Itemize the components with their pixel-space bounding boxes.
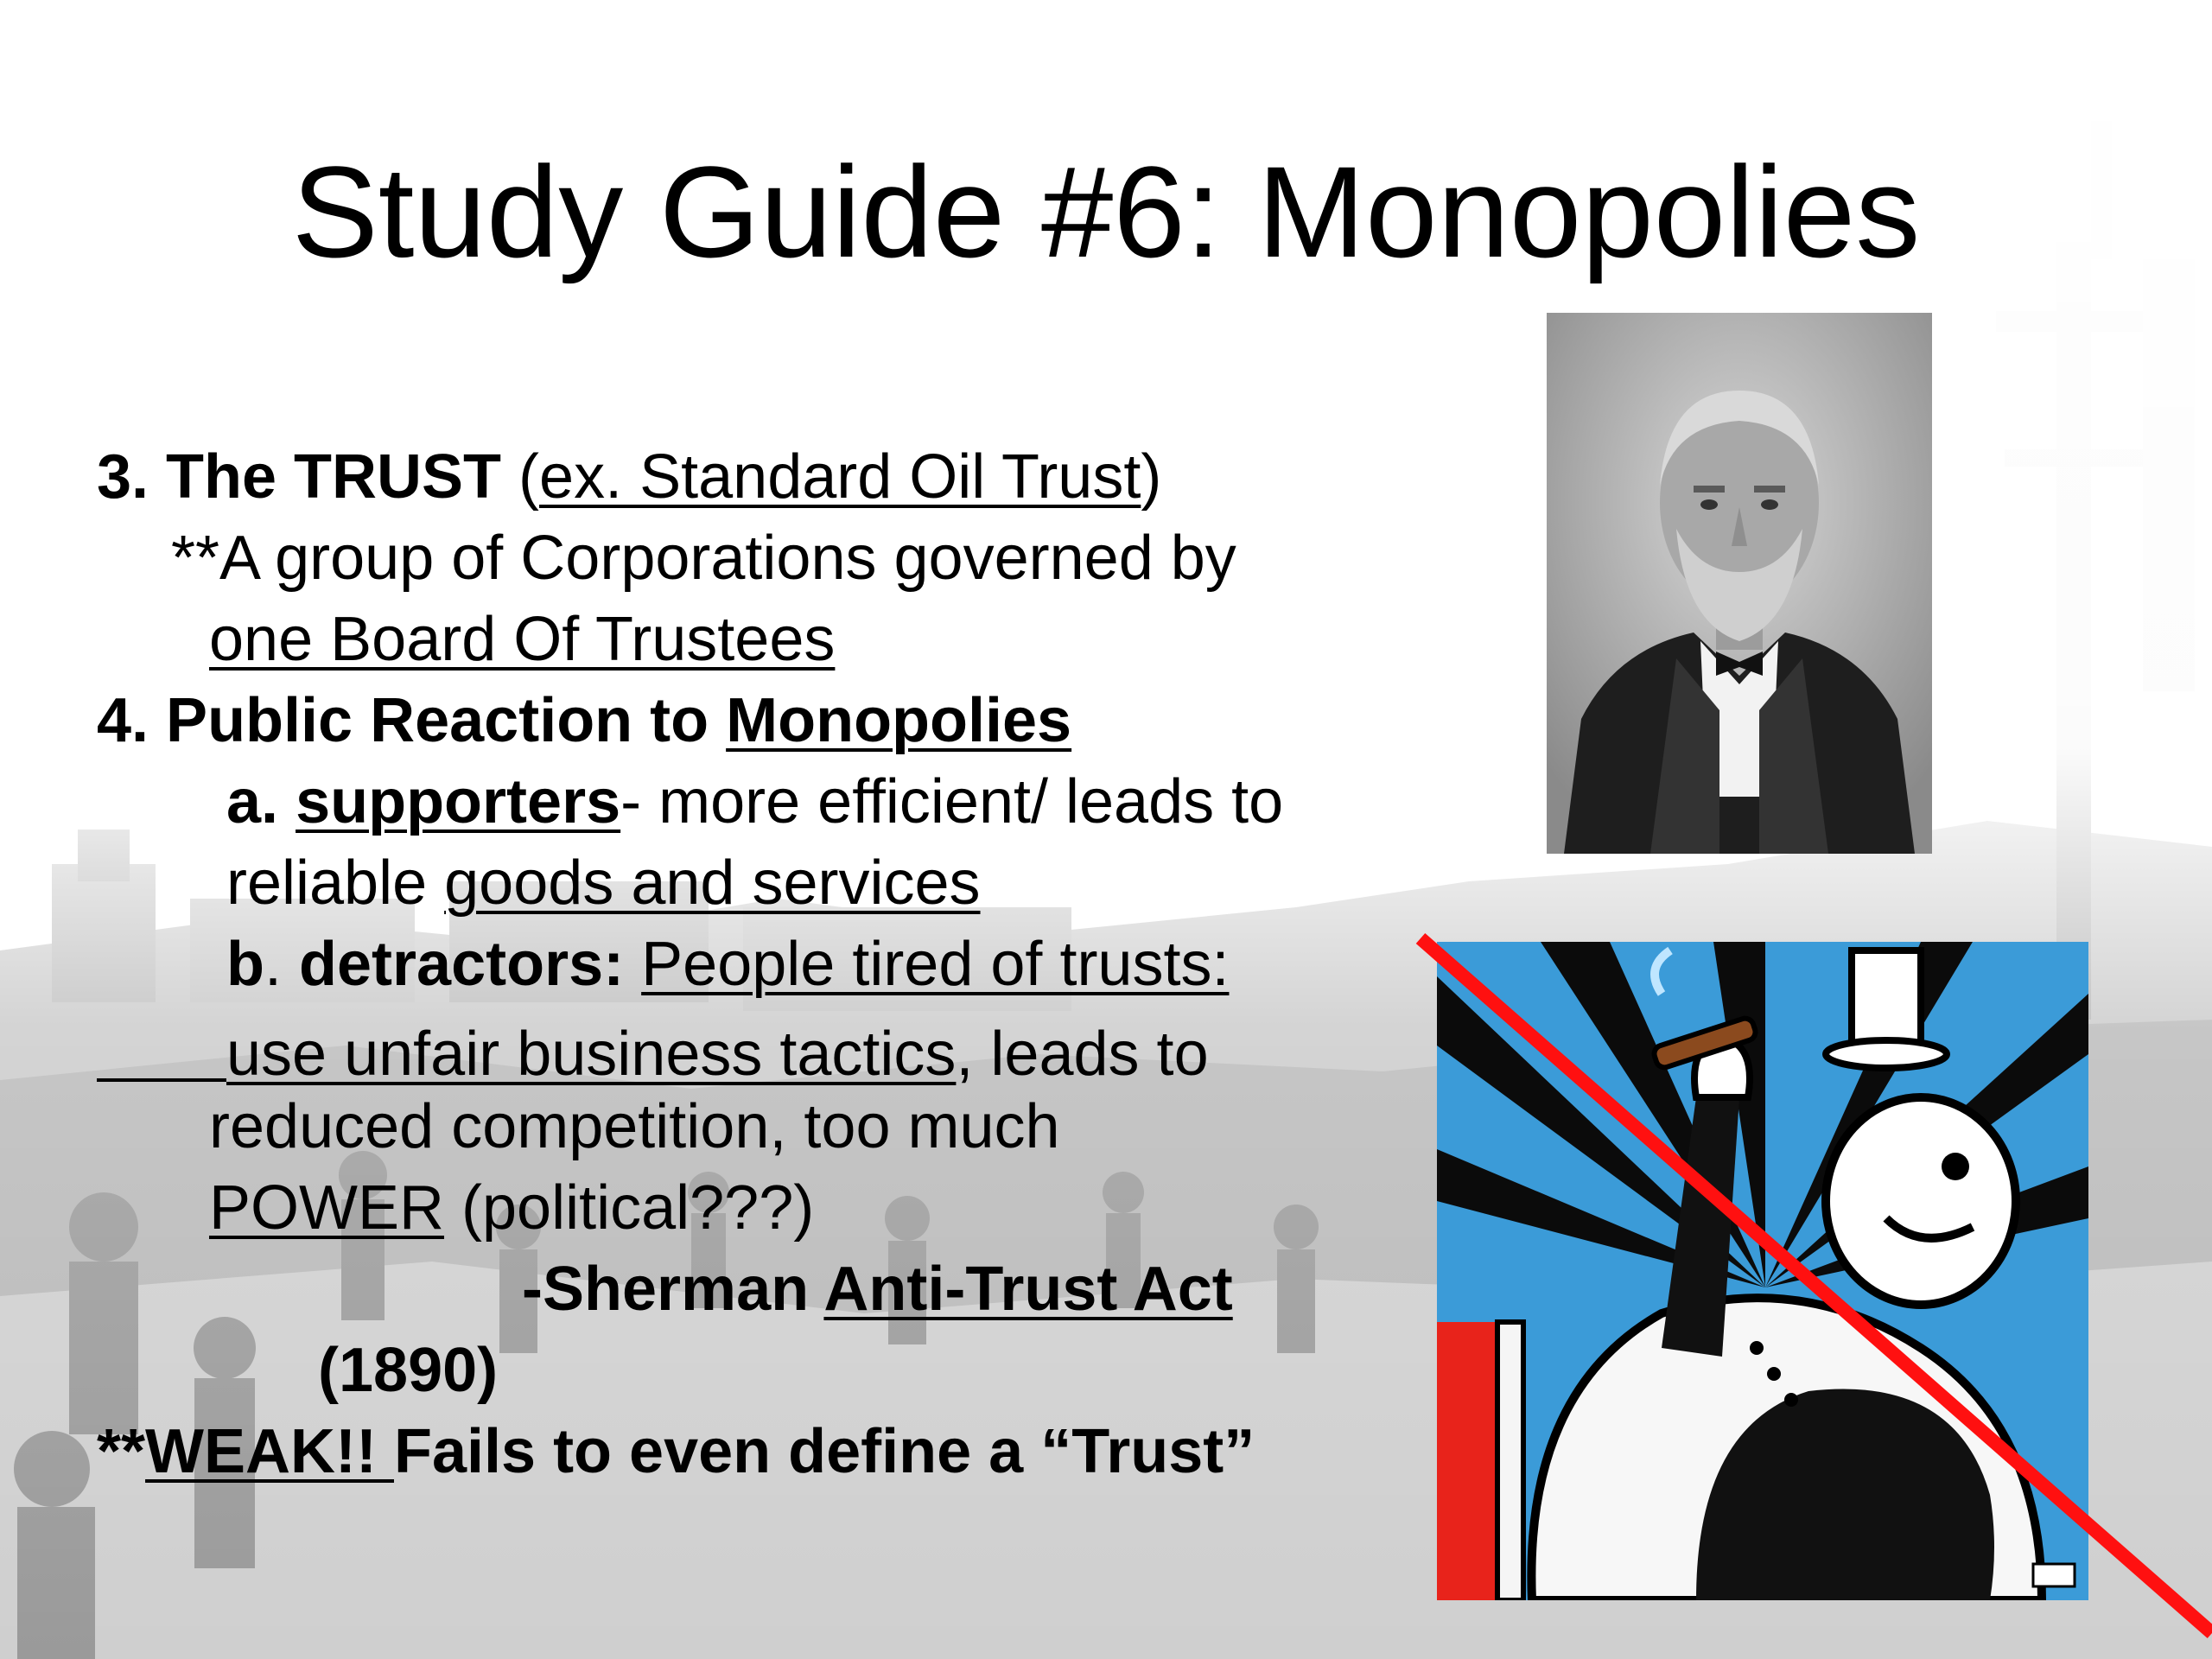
slide-title: Study Guide #6: Monopolies xyxy=(291,139,1921,284)
trust-example: ex. Standard Oil Trust xyxy=(539,442,1141,512)
trust-definition-line1: **A group of Corporations governed by xyxy=(171,524,1236,593)
sherman-act-year: (1890) xyxy=(318,1336,499,1405)
sherman-act-line: -Sherman Anti-Trust Act xyxy=(522,1255,1233,1324)
monopoly-man-cartoon xyxy=(1437,942,2088,1600)
portrait-photo xyxy=(1547,313,1932,854)
detractors-line3: reduced competition, too much xyxy=(209,1092,1060,1161)
supporters-line2: reliable goods and services xyxy=(226,849,981,918)
detractors-line2: use unfair business tactics, leads to xyxy=(97,1009,1209,1090)
weak-note: **WEAK!! Fails to even define a “Trust” xyxy=(97,1417,1255,1486)
detractors-line: b. detractors: People tired of trusts: xyxy=(226,930,1230,999)
item-3-heading: 3. The TRUST (ex. Standard Oil Trust) xyxy=(97,442,1162,512)
underline-rule xyxy=(97,1009,226,1082)
supporters-line: a. supporters- more efficient/ leads to xyxy=(226,767,1284,836)
item-4-heading: 4. Public Reaction to Monopolies xyxy=(97,686,1072,755)
detractors-line4: POWER (political???) xyxy=(209,1173,815,1243)
trust-definition-line2: one Board Of Trustees xyxy=(209,605,836,674)
